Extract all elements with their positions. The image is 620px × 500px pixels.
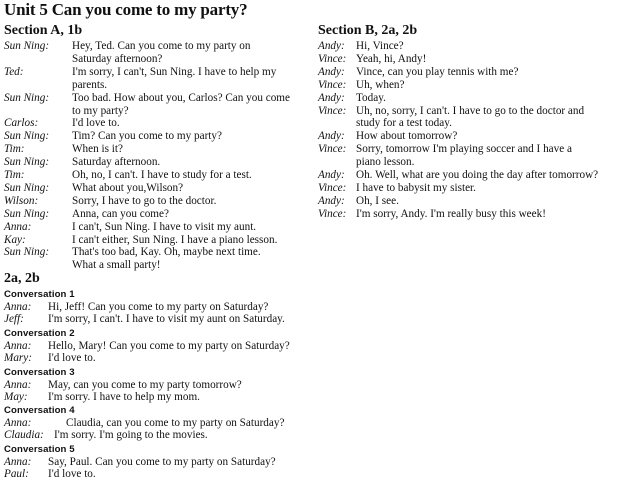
speaker-name: Sun Ning: xyxy=(4,156,50,169)
conversation-label: Conversation 2 xyxy=(4,328,75,339)
speaker-name: Mary: xyxy=(4,352,32,365)
dialogue-text: Saturday afternoon. xyxy=(72,156,161,169)
dialogue-text: I'm sorry. I'm going to the movies. xyxy=(54,429,208,442)
speaker-name: Kay: xyxy=(4,233,26,246)
dialogue-text: to my party? xyxy=(72,104,129,117)
dialogue-text: I'd love to. xyxy=(48,352,96,365)
dialogue-text: May, can you come to my party tomorrow? xyxy=(48,378,242,391)
speaker-name: Anna: xyxy=(4,416,32,429)
speaker-name: Andy: xyxy=(318,130,345,143)
dialogue-text: I'm sorry. I have to help my mom. xyxy=(48,391,200,404)
dialogue-text: I can't, Sun Ning. I have to visit my aunt. xyxy=(72,220,257,233)
dialogue-text: Hey, Ted. Can you come to my party on xyxy=(72,40,251,52)
conversation-label: Conversation 4 xyxy=(4,405,75,416)
speaker-name: Sun Ning: xyxy=(4,130,50,143)
speaker-name: Sun Ning: xyxy=(4,246,50,259)
dialogue-text: parents. xyxy=(72,78,108,91)
dialogue-text: How about tomorrow? xyxy=(356,130,458,143)
speaker-name: May: xyxy=(4,391,28,404)
dialogue-text: Hello, Mary! Can you come to my party on Saturday? xyxy=(48,339,290,352)
dialogue-text: Anna, can you come? xyxy=(72,207,169,220)
speaker-name: Anna: xyxy=(4,339,32,352)
dialogue-text: Uh, when? xyxy=(356,78,405,91)
speaker-name: Paul: xyxy=(4,468,29,481)
section-a-heading: Section A, 1b xyxy=(4,23,83,38)
dialogue-text: Today. xyxy=(356,91,386,104)
page-title: Unit 5 Can you come to my party? xyxy=(4,0,248,19)
dialogue-text: I'm sorry, I can't, Sun Ning. I have to help my xyxy=(72,65,277,78)
dialogue-text: Tim? Can you come to my party? xyxy=(72,130,222,143)
speaker-name: Sun Ning: xyxy=(4,40,50,52)
dialogue-text: That's too bad, Kay. Oh, maybe next time. xyxy=(72,246,261,259)
dialogue-text: Sorry, I have to go to the doctor. xyxy=(72,194,217,207)
dialogue-text: I can't either, Sun Ning. I have a piano lesson. xyxy=(72,233,278,246)
dialogue-text: Sorry, tomorrow I'm playing soccer and I have a xyxy=(356,143,572,156)
speaker-name: Claudia: xyxy=(4,429,44,442)
dialogue-text: Uh, no, sorry, I can't. I have to go to the doctor and xyxy=(356,104,585,117)
speaker-name: Jeff: xyxy=(4,313,24,326)
dialogue-text: What a small party! xyxy=(72,259,161,272)
speaker-name: Andy: xyxy=(318,194,345,207)
dialogue-text: Hi, Vince? xyxy=(356,40,404,52)
dialogue-text: Too bad. How about you, Carlos? Can you come xyxy=(72,91,290,104)
speaker-name: Sun Ning: xyxy=(4,207,50,220)
speaker-name: Anna: xyxy=(4,455,32,468)
speaker-name: Sun Ning: xyxy=(4,91,50,104)
speaker-name: Vince: xyxy=(318,104,347,117)
dialogue-text: I'd love to. xyxy=(48,468,96,481)
dialogue-text: Oh, no, I can't. I have to study for a test. xyxy=(72,169,252,181)
dialogue-text: Say, Paul. Can you come to my party on Saturday? xyxy=(48,455,276,468)
dialogue-text: Yeah, hi, Andy! xyxy=(356,52,427,65)
section-2a-heading: 2a, 2b xyxy=(4,271,40,286)
conversation-label: Conversation 3 xyxy=(4,367,75,378)
speaker-name: Vince: xyxy=(318,52,347,65)
speaker-name: Vince: xyxy=(318,181,347,194)
speaker-name: Wilson: xyxy=(4,194,39,207)
dialogue-text: Vince, can you play tennis with me? xyxy=(356,65,519,78)
dialogue-text: I'm sorry, Andy. I'm really busy this week! xyxy=(356,207,546,220)
dialogue-text: What about you,Wilson? xyxy=(72,181,184,194)
speaker-name: Tim: xyxy=(4,169,25,181)
speaker-name: Vince: xyxy=(318,207,347,220)
speaker-name: Vince: xyxy=(318,143,347,156)
section-b-heading: Section B, 2a, 2b xyxy=(318,23,418,38)
speaker-name: Vince: xyxy=(318,78,347,91)
dialogue-text: Claudia, can you come to my party on Saturday? xyxy=(66,416,285,429)
dialogue-text: Oh. Well, what are you doing the day after tomorrow? xyxy=(356,169,599,181)
speaker-name: Andy: xyxy=(318,65,345,78)
speaker-name: Ted: xyxy=(4,65,24,78)
dialogue-text: Saturday afternoon? xyxy=(72,52,163,65)
speaker-name: Andy: xyxy=(318,169,345,181)
dialogue-text: I'd love to. xyxy=(72,117,120,130)
dialogue-text: Hi, Jeff! Can you come to my party on Saturday? xyxy=(48,300,269,313)
speaker-name: Andy: xyxy=(318,40,345,52)
dialogue-text: I'm sorry, I can't. I have to visit my aunt on Saturday. xyxy=(48,313,285,326)
dialogue-text: When is it? xyxy=(72,143,123,156)
conversation-label: Conversation 1 xyxy=(4,289,75,300)
speaker-name: Carlos: xyxy=(4,117,39,130)
dialogue-text: study for a test today. xyxy=(356,117,452,130)
conversation-label: Conversation 5 xyxy=(4,444,75,455)
dialogue-text: I have to babysit my sister. xyxy=(356,181,476,194)
speaker-name: Tim: xyxy=(4,143,25,156)
speaker-name: Anna: xyxy=(4,300,32,313)
dialogue-text: Oh, I see. xyxy=(356,194,399,207)
speaker-name: Anna: xyxy=(4,378,32,391)
speaker-name: Sun Ning: xyxy=(4,181,50,194)
dialogue-text: piano lesson. xyxy=(356,156,415,169)
speaker-name: Andy: xyxy=(318,91,345,104)
speaker-name: Anna: xyxy=(4,220,32,233)
